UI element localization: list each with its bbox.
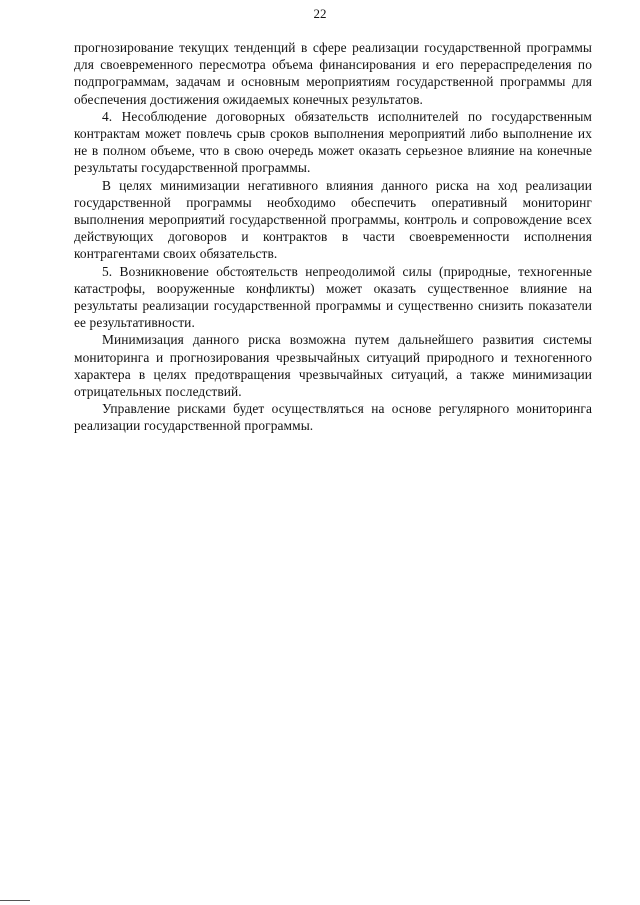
paragraph-forecasting: прогнозирование текущих тенденций в сфере реализации государственной программы для своевременного пересмотра объема финансирования и его перераспределения по подпрограммам, задачам и основным мероприятиям государственной программы для обеспечения достижения ожидаемых конечных результатов. bbox=[74, 40, 592, 107]
paragraph-force-majeure-mitigation: Минимизация данного риска возможна путем дальнейшего развития системы мониторинга и прогнозирования чрезвычайных ситуаций природного и техногенного характера в целях предотвращения чрезвычайных ситуаций, а также минимизации отрицательных последствий. bbox=[74, 332, 592, 400]
scan-edge-mark bbox=[0, 900, 30, 901]
body-text bbox=[74, 39, 592, 435]
paragraph-contract-mitigation: В целях минимизации негативного влияния данного риска на ход реализации государственной программы необходимо обеспечить оперативный мониторинг выполнения мероприятий государственной программы, контроль и сопровождение всех действующих договоров и контрактов в части своевременности исполнения контрагентами своих обязательств. bbox=[74, 177, 592, 262]
paragraph-risk-management: Управление рисками будет осуществляться на основе регулярного мониторинга реализации государственной программы. bbox=[74, 401, 592, 434]
paragraph-contract-risk: 4. Несоблюдение договорных обязательств исполнителей по государственным контрактам может повлечь срыв сроков выполнения мероприятий либо выполнение их не в полном объеме, что в свою очередь может оказать серьезное влияние на конечные результаты государственной программы. bbox=[74, 108, 592, 176]
paragraph-force-majeure-risk: 5. Возникновение обстоятельств непреодолимой силы (природные, техногенные катастрофы, вооруженные конфликты) может оказать существенное влияние на результаты реализации государственной программы и существенно снизить показатели ее результативности. bbox=[74, 263, 592, 331]
page-number: 22 bbox=[313, 6, 327, 21]
